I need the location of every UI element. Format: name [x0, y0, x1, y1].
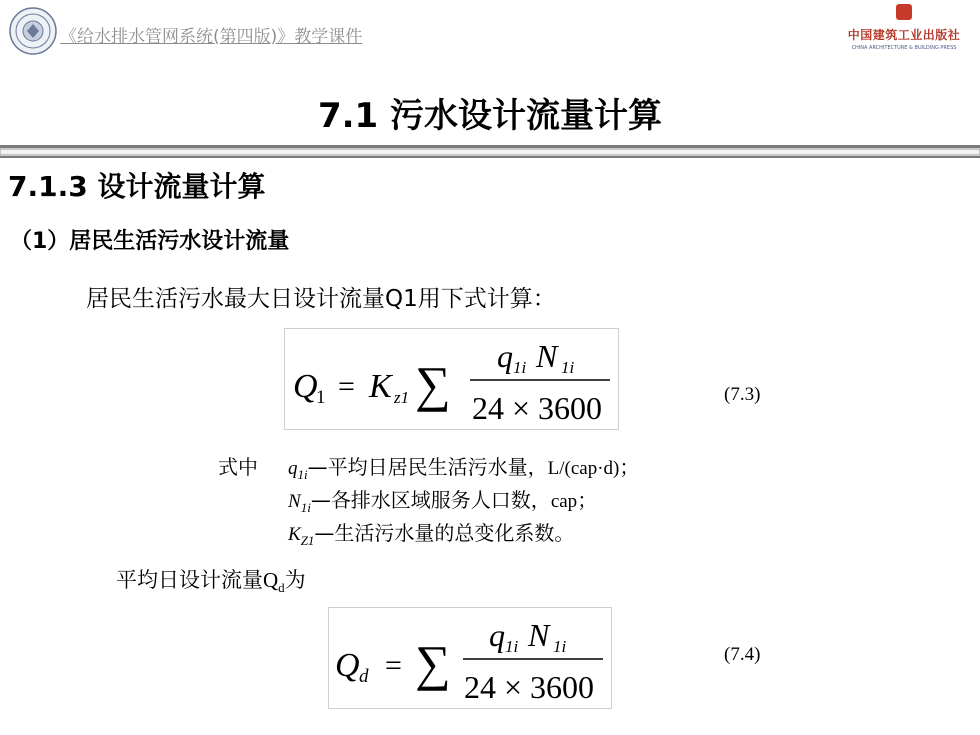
formula-7-3 — [284, 328, 619, 430]
title-divider — [0, 145, 980, 159]
average-flow-text: 平均日设计流量$Q_d$为 — [116, 568, 306, 596]
intro-paragraph: 居民生活污水最大日设计流量Q1用下式计算： — [86, 286, 556, 312]
formula-7-4 — [328, 607, 612, 709]
formula1-num-q-sub: 1i — [513, 358, 527, 377]
formula1-equals: = — [338, 370, 355, 403]
formula1-num-q: q — [497, 338, 513, 374]
publisher-english-name: CHINA ARCHITECTURE & BUILDING PRESS — [851, 45, 957, 51]
formula1-coef-sub: z1 — [394, 388, 410, 407]
section-heading: 7.1.3 设计流量计算 — [8, 170, 266, 203]
formula-7-3-number: (7.3) — [724, 384, 761, 405]
formula1-num-n: N — [536, 338, 558, 374]
formula2-denominator: 24 × 3600 — [464, 669, 595, 705]
formula1-lhs: Q — [293, 368, 318, 405]
formula1-coef: K — [369, 368, 392, 405]
definition-q1i: $q_{1i}—$平均日居民生活污水量，L/(cap·d)； — [288, 455, 640, 482]
slide-title: 7.1 污水设计流量计算 — [317, 96, 663, 136]
formula2-num-q: q — [489, 617, 505, 653]
formula2-lhs-sub: d — [359, 666, 369, 687]
subsection-heading: （1）居民生活污水设计流量 — [10, 229, 290, 254]
formula2-num-q-sub: 1i — [505, 637, 519, 656]
formula-7-4-number: (7.4) — [724, 644, 761, 665]
formula2-equals: = — [385, 649, 402, 682]
formula-7-3-render — [285, 329, 618, 429]
formula1-sum: ∑ — [415, 356, 451, 412]
publisher-emblem-icon — [896, 4, 912, 20]
university-seal-logo — [8, 6, 58, 56]
publisher-name: 中国建筑工业出版社 — [847, 28, 961, 42]
formula2-num-n-sub: 1i — [553, 637, 567, 656]
formula2-lhs: Q — [335, 647, 360, 684]
formula2-sum: ∑ — [415, 635, 451, 691]
definition-n1i: $N_{1i}—$各排水区域服务人口数，cap； — [288, 488, 598, 515]
formula2-num-n: N — [528, 617, 550, 653]
formula1-lhs-sub: 1 — [316, 387, 326, 408]
formula1-num-n-sub: 1i — [561, 358, 575, 377]
formula-7-4-render — [329, 608, 611, 708]
formula1-denominator: 24 × 3600 — [472, 390, 603, 426]
course-title-link[interactable]: 《给水排水管网系统(第四版)》教学课件 — [60, 27, 363, 47]
definition-kz1: $K_{Z1}—$生活污水量的总变化系数。 — [288, 521, 575, 548]
where-label: 式中 — [218, 455, 258, 479]
